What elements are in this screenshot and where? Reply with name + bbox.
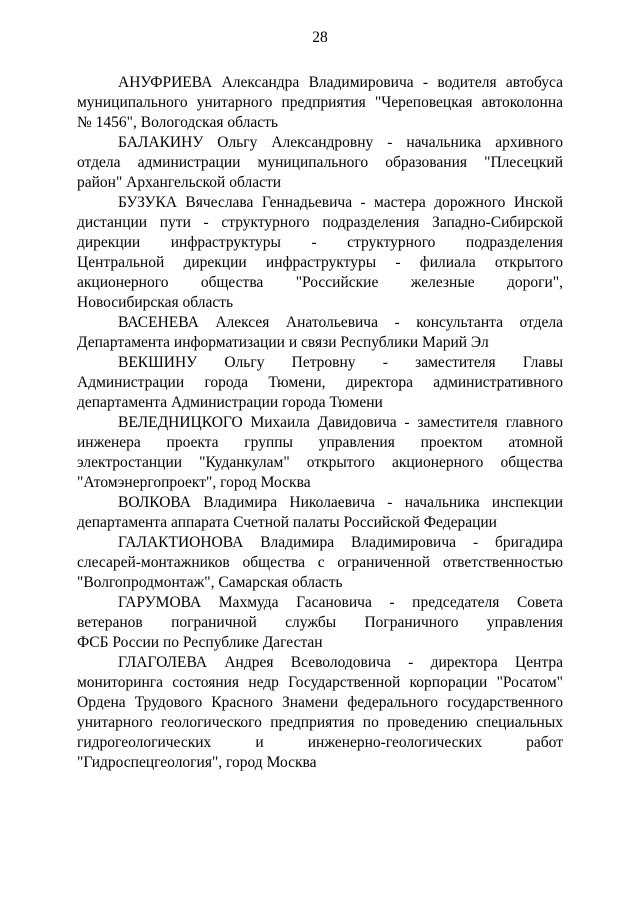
entry-line: ветеранов пограничной службы Пограничного управления: [77, 614, 563, 631]
entry-line: ВОЛКОВА Владимира Николаевича - начальника инспекции: [118, 494, 563, 511]
entry-line: департамента Администрации города Тюмени: [77, 394, 383, 411]
entry-line: дистанции пути - структурного подразделения Западно-Сибирской: [77, 214, 563, 231]
entry-line: Ордена Трудового Красного Знамени федерального государственного: [77, 694, 563, 711]
entry-line: ГАРУМОВА Махмуда Гасановича - председателя Совета: [118, 594, 563, 611]
entry-line: ГЛАГОЛЕВА Андрея Всеволодовича - директора Центра: [118, 654, 563, 671]
award-entry: [77, 493, 563, 533]
entry-line: Департамента информатизации и связи Республики Марий Эл: [77, 334, 489, 351]
award-entry: [77, 73, 563, 133]
entry-line: № 1456", Вологодская область: [77, 114, 278, 131]
entry-line: БАЛАКИНУ Ольгу Александровну - начальника архивного: [118, 134, 563, 151]
entry-line: инженера проекта группы управления проектом атомной: [77, 434, 563, 451]
entry-line: ВАСЕНЕВА Алексея Анатольевича - консультанта отдела: [118, 314, 563, 331]
entry-line: ФСБ России по Республике Дагестан: [77, 634, 323, 651]
entry-line: электростанции "Куданкулам" открытого акционерного общества: [77, 454, 563, 471]
entry-line: муниципального унитарного предприятия "Череповецкая автоколонна: [77, 94, 563, 111]
entry-line: унитарного геологического предприятия по проведению специальных: [77, 714, 563, 731]
award-entry: [77, 353, 563, 413]
entry-line: акционерного общества "Российские железные дороги",: [77, 274, 563, 291]
entry-line: департамента аппарата Счетной палаты Российской Федерации: [77, 514, 497, 531]
award-entry: [77, 313, 563, 353]
award-entry: [77, 413, 563, 493]
document-body: [77, 73, 563, 773]
entry-line: отдела администрации муниципального образования "Плесецкий: [77, 154, 563, 171]
entry-line: "Гидроспецгеология", город Москва: [77, 754, 317, 771]
entry-line: ВЕКШИНУ Ольгу Петровну - заместителя Главы: [118, 354, 563, 371]
entry-line: слесарей-монтажников общества с ограниченной ответственностью: [77, 554, 563, 571]
entry-line: мониторинга состояния недр Государственной корпорации "Росатом": [77, 674, 563, 691]
entry-line: АНУФРИЕВА Александра Владимировича - водителя автобуса: [118, 74, 563, 91]
entry-line: ГАЛАКТИОНОВА Владимира Владимировича - бригадира: [118, 534, 563, 551]
entry-line: Новосибирская область: [77, 294, 234, 311]
entry-line: "Атомэнергопроект", город Москва: [77, 474, 311, 491]
entry-line: Центральной дирекции инфраструктуры - филиала открытого: [77, 254, 563, 271]
award-entry: [77, 133, 563, 193]
award-entry: [77, 593, 563, 653]
entry-line: "Волгопродмонтаж", Самарская область: [77, 574, 343, 591]
award-entry: [77, 653, 563, 773]
award-entry: [77, 533, 563, 593]
entry-line: Администрации города Тюмени, директора административного: [77, 374, 563, 391]
award-entry: [77, 193, 563, 313]
entry-line: ВЕЛЕДНИЦКОГО Михаила Давидовича - заместителя главного: [118, 414, 563, 431]
entry-line: БУЗУКА Вячеслава Геннадьевича - мастера дорожного Инской: [118, 194, 563, 211]
entry-line: гидрогеологических и инженерно-геологических работ: [77, 734, 563, 751]
entry-line: дирекции инфраструктуры - структурного подразделения: [77, 234, 563, 251]
page-number: 28: [312, 29, 328, 46]
entry-line: район" Архангельской области: [77, 174, 282, 191]
